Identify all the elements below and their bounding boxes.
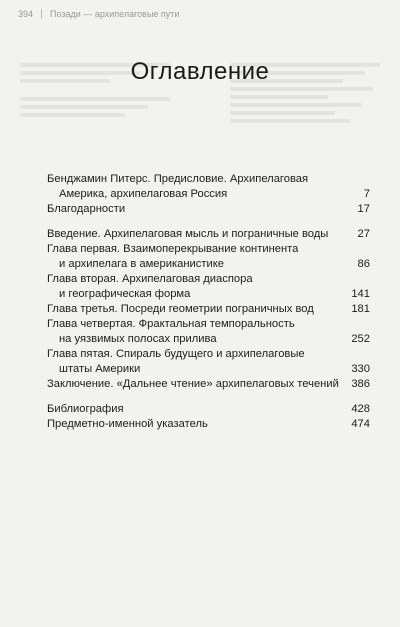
toc-entry[interactable] (47, 227, 370, 242)
toc-entry-title-line: на уязвимых полосах прилива (59, 333, 217, 345)
header-divider (41, 9, 42, 19)
running-header (18, 9, 382, 19)
header-page-number: 394 (18, 9, 34, 19)
toc-entry-title-line: Глава пятая. Спираль будущего и архипелаговые (47, 348, 305, 360)
toc-entry[interactable] (47, 242, 370, 272)
toc-entry-page-number: 330 (351, 363, 370, 375)
toc-entry-title-line: Предметно-именной указатель (47, 418, 208, 430)
toc-entry-title-line: Благодарности (47, 203, 126, 215)
toc-entry-title-line: Глава третья. Посреди геометрии пограничных вод (47, 303, 314, 315)
toc-entry-title-line: Америка, архипелаговая Россия (59, 188, 228, 200)
toc-entry-page-number: 386 (351, 378, 370, 390)
toc-entry-title-line: Введение. Архипелаговая мысль и пограничные воды (47, 228, 329, 240)
toc-entry-title-line: Библиография (47, 403, 124, 415)
toc-entry-title-line: Глава четвертая. Фрактальная темпоральность (47, 318, 295, 330)
toc-entry-page-number: 27 (357, 228, 370, 240)
toc-entry-title-line: и архипелага в американистике (59, 258, 224, 270)
toc-entry-page-number: 474 (351, 418, 370, 430)
toc-entry[interactable] (47, 202, 370, 217)
toc-entry-page-number: 17 (357, 203, 370, 215)
toc-entry[interactable] (47, 302, 370, 317)
toc-entry[interactable] (47, 317, 370, 347)
toc-entry[interactable] (47, 272, 370, 302)
toc-entry-title-line: Заключение. «Дальнее чтение» архипелаговых течений (47, 378, 339, 390)
toc-entry-page-number: 86 (357, 258, 370, 270)
toc-entry-page-number: 428 (351, 403, 370, 415)
table-of-contents (47, 172, 370, 432)
toc-entry-title-line: штаты Америки (59, 363, 141, 375)
toc-entry-title-line: Глава первая. Взаимоперекрывание континента (47, 243, 299, 255)
toc-entry-title-line: и географическая форма (59, 288, 191, 300)
toc-entry[interactable] (47, 402, 370, 417)
toc-entry[interactable] (47, 417, 370, 432)
toc-entry-page-number: 252 (351, 333, 370, 345)
toc-entry-page-number: 7 (363, 188, 370, 200)
page-title: Оглавление (130, 58, 270, 85)
toc-entry-title-line: Бенджамин Питерс. Предисловие. Архипелаговая (47, 173, 309, 185)
header-running-title: Позади — архипелаговые пути (50, 9, 180, 19)
toc-entry[interactable] (47, 172, 370, 202)
toc-entry-page-number: 181 (351, 303, 370, 315)
toc-entry-page-number: 141 (351, 288, 370, 300)
toc-entry[interactable] (47, 377, 370, 392)
toc-entry-title-line: Глава вторая. Архипелаговая диаспора (47, 273, 253, 285)
toc-entry[interactable] (47, 347, 370, 377)
